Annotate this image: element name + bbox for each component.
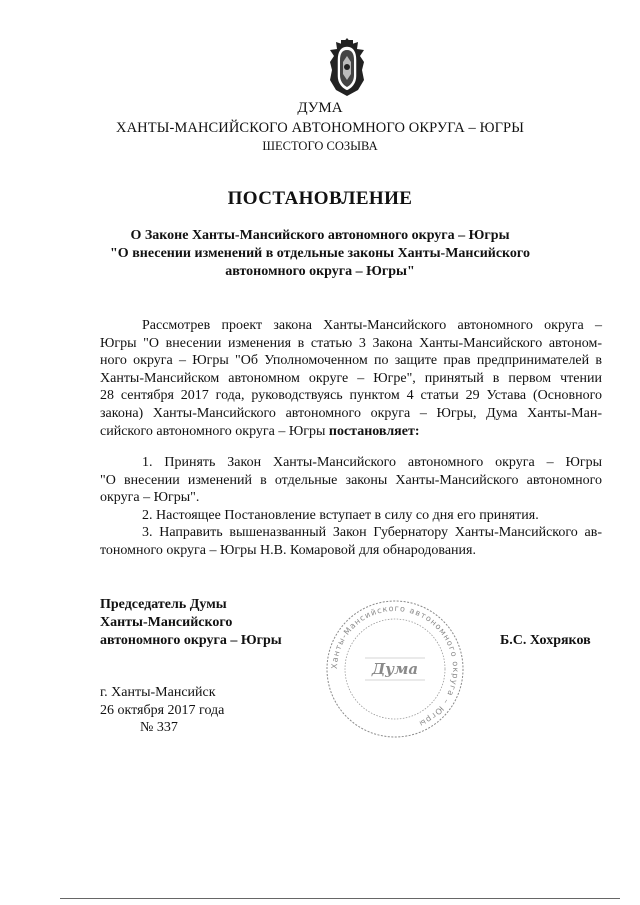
document-date: 26 октября 2017 года <box>100 703 225 718</box>
item-3-line: тономного округа – Югры Н.В. Комаровой для обнародования. <box>100 542 476 558</box>
resolution-items <box>100 454 602 560</box>
city: г. Ханты-Мансийск <box>100 685 216 700</box>
stamp-ring-text: Ханты-Мансийского автономного округа – Югры <box>329 603 461 729</box>
paragraph-line: Ханты-Мансийском автономном округе – Югре", принятый в первом чтении <box>100 370 602 386</box>
item-2-line: 2. Настоящее Постановление вступает в силу со дня его принятия. <box>142 507 539 523</box>
resolves-keyword: постановляет: <box>328 423 420 439</box>
paragraph-line-text: сийского автономного округа – Югры <box>100 423 329 439</box>
paragraph-line: закона) Ханты-Мансийского автономного округа – Югры, Дума Ханты-Ман- <box>100 405 602 421</box>
paragraph-line: Рассмотрев проект закона Ханты-Мансийского автономного округа – <box>142 318 602 333</box>
signatory-position <box>100 596 282 650</box>
document-number: № 337 <box>140 720 178 735</box>
item-1-line: округа – Югры". <box>100 490 200 506</box>
item-1-line: "О внесении изменений в отдельные законы Ханты-Мансийского автономного <box>100 472 602 488</box>
item-3-line: 3. Направить вышеназванный Закон Губернатору Ханты-Мансийского ав- <box>142 525 602 541</box>
paragraph-line: Югры "О внесении изменения в статью 3 Закона Ханты-Мансийского автоном- <box>100 335 602 351</box>
paragraph-line: 28 сентября 2017 года, руководствуясь пунктом 4 статьи 29 Устава (Основного <box>100 388 602 404</box>
position-line-2: Ханты-Мансийского <box>100 615 233 630</box>
coat-of-arms-emblem <box>324 36 370 98</box>
preamble-paragraph <box>100 317 602 440</box>
signatory-name: Б.С. Хохряков <box>500 633 591 648</box>
item-1-line: 1. Принять Закон Ханты-Мансийского автономного округа – Югры <box>142 455 602 470</box>
official-stamp <box>320 598 470 740</box>
position-line-3: автономного округа – Югры <box>100 633 282 648</box>
organization-name: ДУМА <box>297 100 343 116</box>
position-line-1: Председатель Думы <box>100 597 227 612</box>
subtitle-line-3: автономного округа – Югры" <box>225 264 415 279</box>
page-bottom-divider <box>60 898 620 899</box>
subtitle-line-1: О Законе Ханты-Мансийского автономного округа – Югры <box>130 228 510 243</box>
stamp-center-text: Дума <box>371 660 419 678</box>
document-title: ПОСТАНОВЛЕНИЕ <box>227 188 413 209</box>
paragraph-line-last <box>100 423 602 441</box>
paragraph-line: ного округа – Югры "Об Уполномоченном по защите прав предпринимателей в <box>100 353 602 369</box>
convocation: ШЕСТОГО СОЗЫВА <box>262 139 378 153</box>
region-name: ХАНТЫ-МАНСИЙСКОГО АВТОНОМНОГО ОКРУГА – ЮГРЫ <box>116 120 524 136</box>
subtitle-line-2: "О внесении изменений в отдельные законы Ханты-Мансийского <box>110 246 530 261</box>
